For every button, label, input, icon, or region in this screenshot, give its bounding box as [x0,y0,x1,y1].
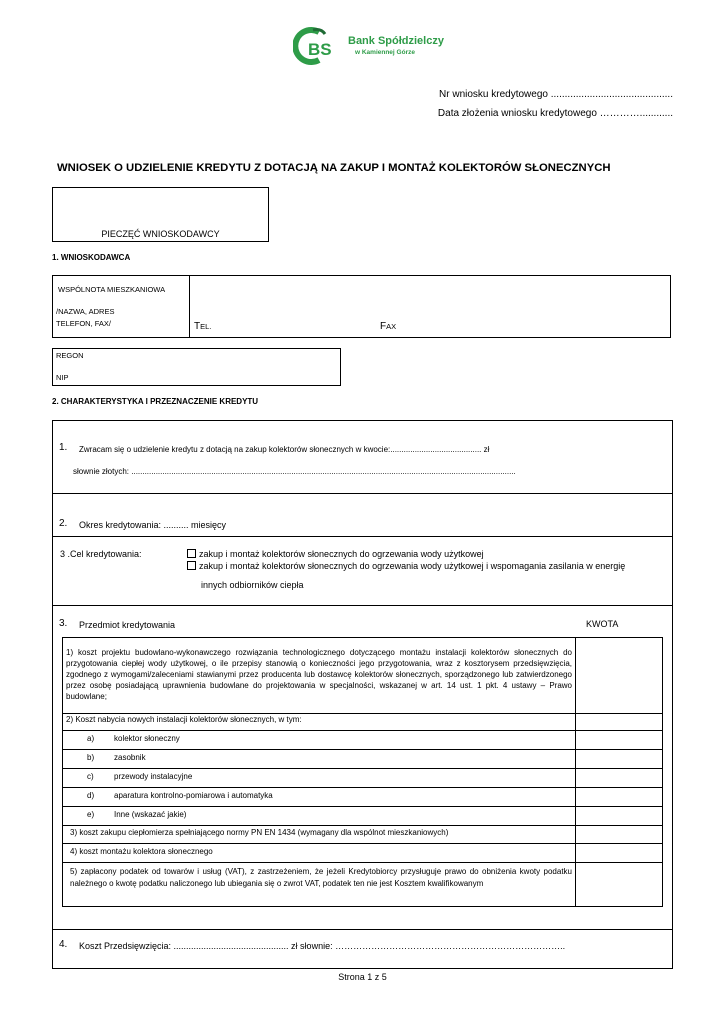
bank-location: w Kamiennej Górze [355,49,415,56]
nip-label: NIP [56,373,69,382]
loan-number-label: Nr wniosku kredytowego ............................................ [439,89,673,100]
cost-row-2d: aparatura kontrolno-pomiarowa i automatyka [114,791,273,800]
item4-number: 4. [59,939,68,950]
cost-row-2e: Inne (wskazać jakie) [114,810,187,819]
filing-date-label: Data złożenia wniosku kredytowego …………............ [437,108,673,119]
cost-row-3: 3) koszt zakupu ciepłomierza spełniającego normy PN EN 1434 (wymagany dla wspólnot mieszkaniowych) [70,828,449,837]
page-title: WNIOSEK O UDZIELENIE KREDYTU Z DOTACJĄ NA ZAKUP I MONTAŻ KOLEKTORÓW SŁONECZNYCH [57,162,611,174]
item2-number: 2. [59,518,68,529]
phone-fax-label: TELEFON, FAX/ [56,319,112,328]
community-label: WSPÓLNOTA MIESZKANIOWA [58,285,166,294]
cost-row-1: 1) koszt projektu budowlano-wykonawczego rozwiązania technologicznego dotyczącego montażu instalacji kolektorów słonecznych do przygotowania ciepłej wody użytkowej, o ile przepisy stanowią o konieczności jego przygotowania, wraz z kosztorysem przedsięwzięcia, zgodnego z wymogami/zaleceniami stawianymi przez producenta lub dostawcę kolektorów słonecznych, sporządzonego lub zatwierdzonego przez osobę posiadającą uprawnienia budowlane do projektowania w specjalności, wskazanej w art. 14 ust. 1 pkt. 4 ustawy – Prawo budowlane; [66,648,572,701]
item4-text: Koszt Przedsięwzięcia: .............................................. zł słownie: ………………………………………………………………….. [79,941,566,951]
cost-row-2c: przewody instalacyjne [114,772,193,781]
cost-row-2e-num: e) [87,810,95,819]
item1-text: Zwracam się o udzielenie kredytu z dotacją na zakup kolektorów słonecznych w kwocie:......................................... zł [79,445,490,454]
cost-row-2a: kolektor słoneczny [114,734,180,743]
name-address-label: /NAZWA, ADRES [56,307,115,316]
bank-logo-mark [293,26,337,66]
logo-letters: BS [308,40,332,59]
tel-label: TEL. [194,321,212,332]
page-number: Strona 1 z 5 [338,972,387,982]
item2-text: Okres kredytowania: .......... miesięcy [79,520,227,530]
cost-row-2: 2) Koszt nabycia nowych instalacji kolektorów słonecznych, w tym: [66,715,302,724]
cost-row-2a-num: a) [87,734,95,743]
cost-row-2c-num: c) [87,772,94,781]
purpose-option-2-cont: innych odbiorników ciepła [201,580,304,590]
cost-row-5: 5) zapłacony podatek od towarów i usług (VAT), z zastrzeżeniem, że jeżeli Kredytobiorcy przysługuje prawo do obniżenia kwoty podatku należnego o kwotę podatku naliczonego lub ubiegania się o zwrot VAT, podatek ten nie jest Kosztem kwalifikowanym [70,867,572,888]
cost-row-2b: zasobnik [114,753,146,762]
purpose-label: 3 .Cel kredytowania: [60,549,142,559]
stamp-label: PIECZĘĆ WNIOSKODAWCY [101,229,220,239]
cost-row-2b-num: b) [87,753,95,762]
item3-number: 3. [59,618,68,629]
bank-logo [293,26,444,66]
cost-row-2d-num: d) [87,791,95,800]
section2-title: 2. CHARAKTERYSTYKA I PRZEZNACZENIE KREDYTU [52,397,259,406]
item1-number: 1. [59,442,68,453]
regon-nip-box [52,348,341,386]
purpose-option-1[interactable]: zakup i montaż kolektorów słonecznych do ogrzewania wody użytkowej [187,549,484,559]
amount-header: KWOTA [586,619,619,629]
section1-title: 1. WNIOSKODAWCA [52,253,131,262]
purpose-option-1-checkbox[interactable] [187,549,196,558]
cost-row-4: 4) koszt montażu kolektora słonecznego [70,847,213,856]
purpose-option-2-checkbox[interactable] [187,561,196,570]
bank-name: Bank Spółdzielczy [348,35,444,47]
fax-label: FAX [380,321,397,332]
regon-label: REGON [56,351,84,360]
item1-words: słownie złotych: ............................................................................................................................................................................. [73,467,516,476]
purpose-option-2[interactable]: zakup i montaż kolektorów słonecznych do ogrzewania wody użytkowej i wspomagania zasilania w energię [187,561,625,571]
item3-text: Przedmiot kredytowania [79,620,176,630]
